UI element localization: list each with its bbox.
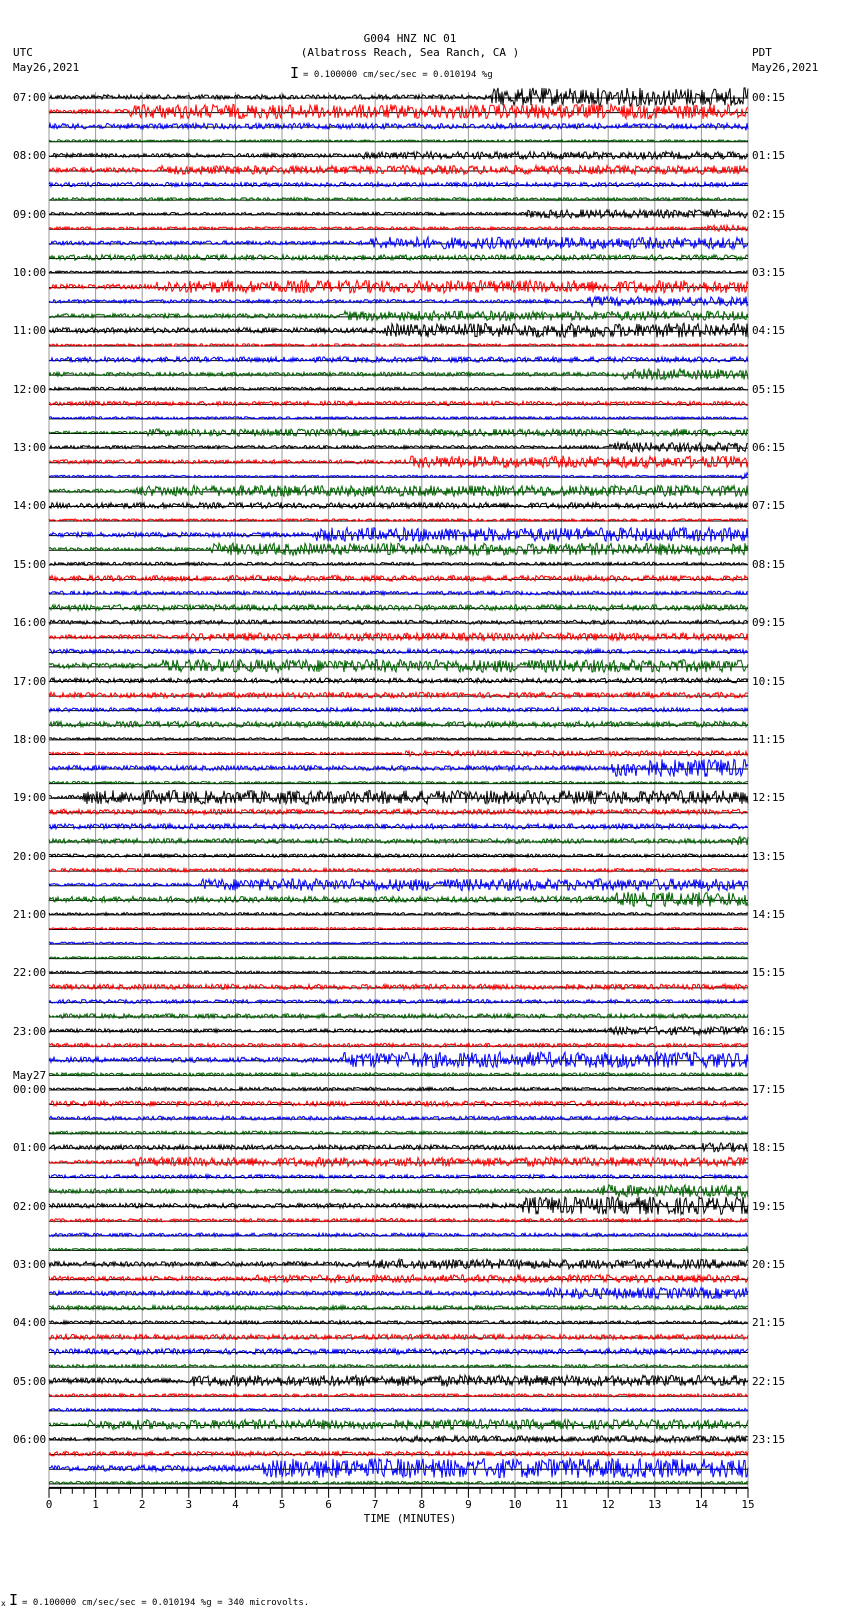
seismic-trace [49,182,748,186]
seismic-trace [49,225,748,231]
seismic-trace [49,1143,748,1152]
left-time-label: 02:00 [13,1199,47,1213]
seismic-trace [49,401,748,405]
date-change-label: May27 [13,1068,47,1082]
right-time-label: 05:15 [752,382,786,396]
seismic-trace [49,255,748,261]
x-tick-label: 0 [45,1497,53,1511]
x-tick-label: 8 [418,1497,426,1511]
right-time-label: 04:15 [752,324,786,338]
seismic-trace [49,357,748,362]
seismic-trace [49,1052,748,1068]
x-tick-label: 1 [92,1497,99,1511]
left-time-label: 01:00 [13,1141,47,1155]
right-time-label: 13:15 [752,849,786,863]
x-tick-label: 13 [648,1497,662,1511]
right-time-label: 10:15 [752,674,786,688]
x-tick-label: 7 [371,1497,379,1511]
seismic-trace [49,485,748,496]
left-time-label: 12:00 [13,382,47,396]
left-time-label: 06:00 [13,1433,47,1447]
seismic-trace [49,660,748,673]
seismic-trace [49,1420,748,1430]
seismic-trace [49,1026,748,1034]
right-time-label: 06:15 [752,441,786,455]
left-time-label: 19:00 [13,791,47,805]
seismic-trace [49,1275,748,1283]
left-time-label: 14:00 [13,499,47,513]
x-tick-label: 3 [185,1497,193,1511]
seismic-trace [49,104,748,119]
seismic-trace [49,296,748,306]
right-time-label: 03:15 [752,266,786,280]
seismic-trace [49,369,748,380]
left-time-label: 08:00 [13,149,47,163]
left-time-label: 11:00 [13,324,47,338]
left-time-label: 10:00 [13,266,47,280]
seismic-trace [49,721,748,727]
seismic-trace [49,1436,748,1443]
seismic-trace [49,1459,748,1479]
seismic-trace [49,88,748,106]
seismic-trace [49,879,748,891]
right-time-label: 00:15 [752,91,786,104]
right-time-label: 23:15 [752,1433,786,1447]
seismic-trace [49,824,748,829]
left-time-label: 15:00 [13,557,47,571]
left-time-label: 17:00 [13,674,47,688]
left-time-label: 04:00 [13,1316,47,1330]
seismic-trace [49,429,748,436]
seismic-trace [49,237,748,249]
seismic-trace [49,1334,748,1339]
right-time-label: 17:15 [752,1082,786,1096]
right-time-label: 20:15 [752,1258,786,1271]
left-time-label: 09:00 [13,207,47,221]
left-timezone: UTC [13,46,33,59]
x-tick-label: 10 [508,1497,522,1511]
seismic-trace [49,605,748,611]
seismic-trace [49,1185,748,1197]
x-tick-label: 11 [554,1497,569,1511]
seismic-trace [49,280,748,293]
right-time-label: 19:15 [752,1199,786,1213]
seismic-trace [49,442,748,452]
station-location: (Albatross Reach, Sea Ranch, CA ) [300,46,520,59]
seismic-trace [49,1246,748,1253]
seismic-trace [49,528,748,542]
seismic-trace [49,1306,748,1311]
left-time-label: 20:00 [13,849,47,863]
seismic-trace [49,473,748,479]
seismic-trace [49,984,748,989]
left-time-label: 21:00 [13,907,47,921]
seismic-trace [49,751,748,757]
left-time-label: 18:00 [13,732,47,746]
right-date: May26,2021 [752,61,819,74]
x-tick-label: 2 [138,1497,146,1511]
x-tick-label: 5 [278,1497,286,1511]
left-time-label: 22:00 [13,966,47,980]
seismic-trace [49,809,748,814]
seismic-trace [49,837,748,846]
seismic-trace [49,649,748,654]
seismic-trace [49,166,748,175]
right-timezone: PDT [752,46,772,59]
seismic-trace [49,456,748,468]
seismic-trace [49,209,748,218]
seismic-trace [49,790,748,804]
seismic-trace [49,1197,748,1215]
left-time-label: 05:00 [13,1374,47,1388]
seismic-trace [49,152,748,160]
seismic-trace [49,1259,748,1269]
right-time-label: 22:15 [752,1374,786,1388]
footer-prefix: x [1,1599,6,1608]
seismic-trace [49,503,748,509]
seismic-trace [49,892,748,907]
seismic-trace [49,1349,748,1355]
x-tick-label: 6 [325,1497,332,1511]
scale-bar-icon: I [290,64,300,82]
seismic-trace [49,1101,748,1106]
seismic-trace [49,1157,748,1166]
seismic-trace [49,1451,748,1456]
right-time-label: 14:15 [752,907,786,921]
seismic-trace [49,1014,748,1018]
seismic-trace [49,692,748,698]
seismic-trace [49,311,748,321]
station-title: G004 HNZ NC 01 [363,32,457,45]
seismic-trace [49,678,748,683]
seismic-trace [49,1375,748,1386]
right-time-label: 01:15 [752,149,786,163]
right-time-label: 15:15 [752,966,786,980]
right-time-label: 18:15 [752,1141,786,1155]
x-tick-label: 4 [232,1497,239,1511]
footer-scale-text: = 0.100000 cm/sec/sec = 0.010194 %g = 340 microvolts. [22,1598,310,1608]
footer-scale-bar-icon: I [9,1591,19,1609]
right-time-label: 02:15 [752,207,786,221]
x-tick-label: 9 [465,1497,472,1511]
scale-text: = 0.100000 cm/sec/sec = 0.010194 %g [303,70,493,80]
seismic-trace [49,759,748,776]
right-time-label: 11:15 [752,732,786,746]
seismic-trace [49,576,748,582]
seismic-trace [49,1288,748,1299]
seismic-trace [49,543,748,555]
right-time-label: 16:15 [752,1024,786,1038]
left-date: May26,2021 [13,61,80,74]
left-time-label: 00:00 [13,1082,47,1096]
seismic-trace [49,633,748,641]
left-time-label: 03:00 [13,1258,47,1271]
x-tick-label: 15 [741,1497,755,1511]
right-time-label: 08:15 [752,557,786,571]
right-time-label: 07:15 [752,499,786,513]
x-axis-label: TIME (MINUTES) [363,1511,457,1525]
seismic-trace [49,323,748,337]
left-time-label: 23:00 [13,1024,47,1038]
x-tick-label: 12 [601,1497,615,1511]
right-time-label: 12:15 [752,791,786,805]
right-time-label: 21:15 [752,1316,786,1330]
left-time-label: 07:00 [13,91,47,104]
right-time-label: 09:15 [752,616,786,630]
left-time-label: 13:00 [13,441,47,455]
left-time-label: 16:00 [13,616,47,630]
x-tick-label: 14 [694,1497,709,1511]
